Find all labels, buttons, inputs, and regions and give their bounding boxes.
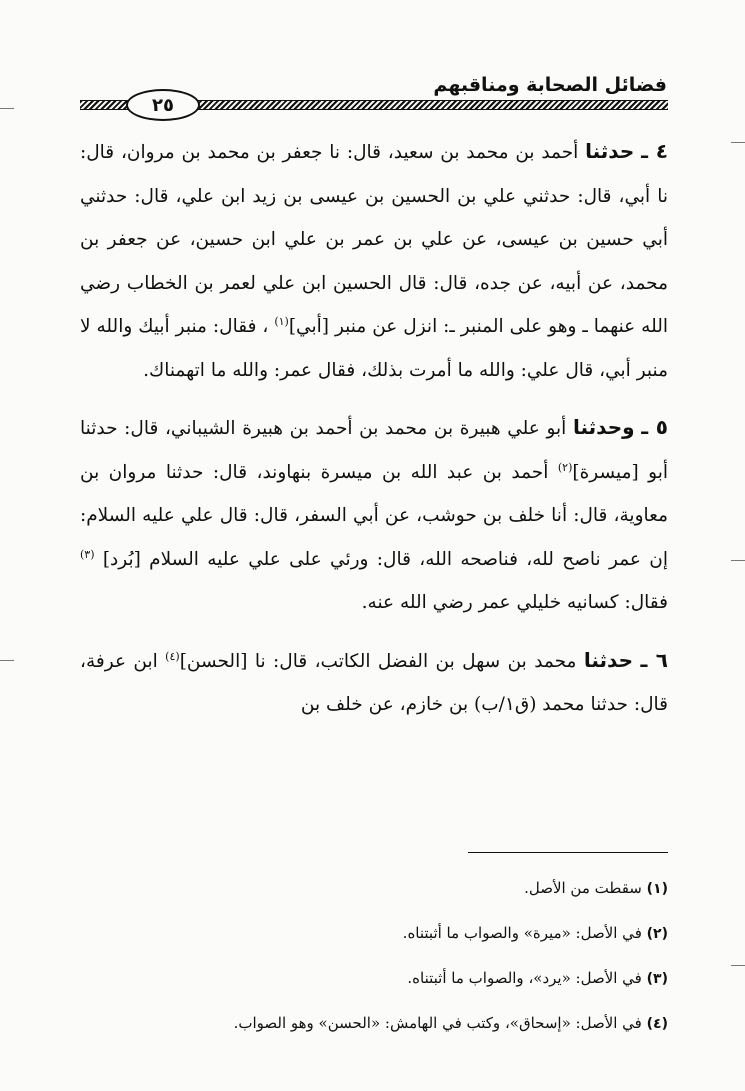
footnote-ref: (٤) (165, 649, 180, 663)
margin-mark (0, 660, 14, 661)
margin-mark (731, 965, 745, 966)
footnote-text: في الأصل: «ميرة» والصواب ما أثبتناه. (402, 924, 642, 942)
footnotes (80, 866, 668, 1046)
hadith-lead-word: حدثنا (583, 647, 634, 672)
hadith-text: محمد بن سهل بن الفضل الكاتب، قال: نا [الحسن] (179, 650, 577, 672)
page-number-badge (126, 89, 200, 121)
header-rule-left (80, 100, 128, 110)
footnote-1 (80, 866, 668, 911)
hadith-text: أبو علي هبيرة بن محمد بن أحمد بن هبيرة الشيباني، قال: حدثنا أبو [ميسرة] (80, 418, 669, 483)
hadith-4 (80, 130, 668, 392)
footnote-number: (٢) (646, 926, 668, 942)
footnote-number: (١) (646, 881, 668, 897)
footnote-text: في الأصل: «يرد»، والصواب ما أثبتناه. (407, 969, 642, 987)
footnote-separator (468, 852, 668, 853)
hadith-lead-word: وحدثنا (572, 415, 635, 439)
running-header-title: فضائل الصحابة ومناقبهم (433, 74, 667, 96)
footnote-4 (80, 1001, 668, 1046)
hadith-5 (80, 406, 668, 625)
footnote-ref: (٣) (80, 547, 95, 561)
margin-mark (731, 560, 745, 561)
footnote-number: (٣) (646, 971, 668, 987)
footnote-3 (80, 956, 668, 1001)
hadith-number: ٦ ـ (640, 647, 668, 672)
footnote-number: (٤) (646, 1016, 668, 1032)
main-text (80, 130, 668, 741)
hadith-text: ابن عرفة، قال: حدثنا محمد (ق١/ب) بن خازم، عن خلف بن (80, 650, 668, 715)
footnote-text: سقطت من الأصل. (524, 879, 642, 897)
footnote-2 (80, 911, 668, 956)
footnote-ref: (٢) (557, 460, 573, 474)
hadith-text: فقال: كسانيه خليلي عمر رضي الله عنه. (361, 592, 668, 613)
hadith-text: ، فقال: منبر أبيك والله لا منبر أبي، قال علي: والله ما أمرت بذلك، فقال عمر: والله ما اتهمناك. (80, 316, 668, 381)
page-number: ٢٥ (152, 94, 174, 116)
margin-mark (0, 108, 14, 109)
hadith-6 (80, 639, 668, 727)
hadith-text: أحمد بن عبد الله بن ميسرة بنهاوند، قال: حدثنا مروان بن معاوية، قال: أنا خلف بن حوشب، عن أبي السفر، قال: قال علي عليه السلام: إن عمر ناصح لله، فناصحه الله، قال: ورئي على علي عليه السلام [بُرد] (80, 461, 668, 570)
margin-mark (731, 142, 745, 143)
footnote-text: في الأصل: «إسحاق»، وكتب في الهامش: «الحسن» وهو الصواب. (233, 1014, 642, 1032)
footnote-ref: (١) (274, 314, 289, 328)
hadith-text: أحمد بن محمد بن سعيد، قال: نا جعفر بن محمد بن مروان، قال: نا أبي، قال: حدثني علي بن الحسين بن عيسى بن زيد ابن علي، قال: حدثني أبي حسين بن عيسى، عن علي بن عمر بن علي ابن حسين، عن جعفر بن محمد، عن أبيه، عن جده، قال: قال الحسين ابن علي لعمر بن الخطاب رضي الله عنهما ـ وهو على المنبر ـ: انزل عن منبر [أبي] (80, 142, 669, 337)
hadith-number: ٥ ـ (641, 415, 668, 439)
header-rule-right (194, 100, 668, 110)
hadith-number: ٤ ـ (641, 139, 668, 163)
hadith-lead-word: حدثنا (585, 139, 635, 163)
